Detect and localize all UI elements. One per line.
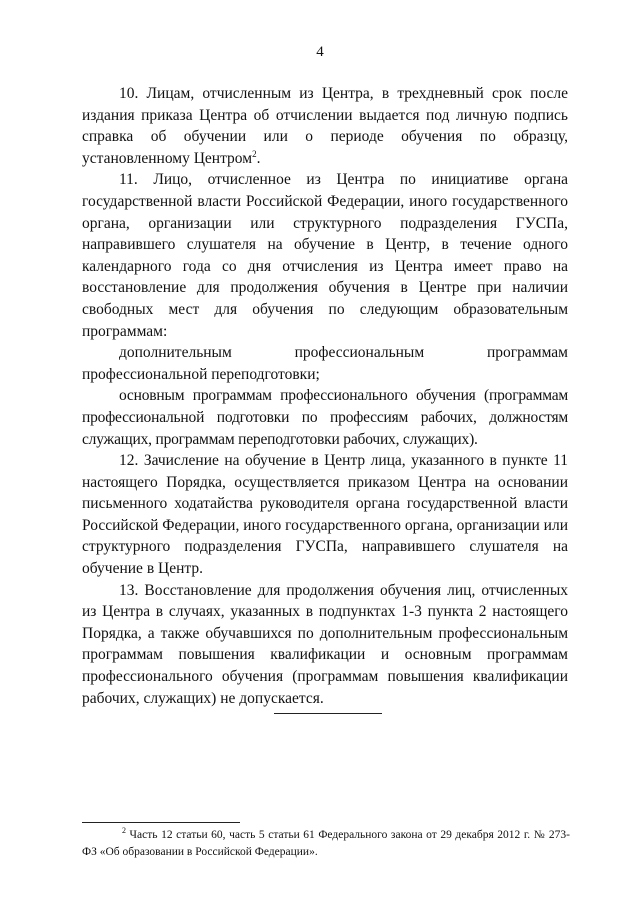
footnote: [82, 827, 570, 861]
list-item-professional-training: основным программам профессионального обучения (программам профессиональной подготовки по профессиям рабочих, должностям служащих, программам переподготовки рабочих, служащих).: [82, 387, 568, 448]
paragraph-13: 13. Восстановление для продолжения обучения лиц, отчисленных из Центра в случаях, указанных в подпунктах 1-3 пункта 2 настоящего Порядка, а также обучавшихся по дополнительным профессиональным программам повышения квалификации и основным программам профессионального обучения (программам повышения квалификации рабочих, служащих) не допускается.: [82, 581, 568, 707]
footnote-separator: [82, 822, 240, 823]
footnote-marker: 2: [122, 826, 126, 836]
paragraph-11: 11. Лицо, отчисленное из Центра по инициативе органа государственной власти Российской Федерации, иного государственного органа, организации или структурного подразделения ГУСПа, направившего слушателя на обучение в Центр, в течение одного календарного года со дня отчисления из Центра имеет право на восстановление для продолжения обучения в Центре при наличии свободных мест для обучения по следующим образовательным программам:: [82, 171, 568, 340]
paragraph-10: [82, 83, 568, 169]
paragraph-12: 12. Зачисление на обучение в Центр лица, указанного в пункте 11 настоящего Порядка, осуществляется приказом Центра на основании письменного ходатайства руководителя органа государственной власти Российской Федерации, иного государственного органа, организации или структурного подразделения ГУСПа, направившего слушателя на обучение в Центр.: [82, 452, 568, 578]
paragraph-10-text: 10. Лицам, отчисленным из Центра, в трехдневный срок после издания приказа Центра об отчислении выдается под личную подпись справка об обучении или о периоде обучения по образцу, установленному Центром: [82, 85, 568, 167]
footnote-text: Часть 12 статьи 60, часть 5 статьи 61 Федерального закона от 29 декабря 2012 г. № 273-ФЗ «Об образовании в Российской Федерации».: [82, 829, 570, 858]
list-item-professional-retraining: дополнительным профессиональным программам профессиональной переподготовки;: [82, 344, 568, 383]
paragraph-10-end: .: [256, 149, 261, 167]
page-number: 4: [316, 44, 324, 60]
footnote-reference: 2: [252, 148, 257, 159]
document-body: [82, 83, 568, 709]
end-of-text-rule: [274, 713, 382, 714]
